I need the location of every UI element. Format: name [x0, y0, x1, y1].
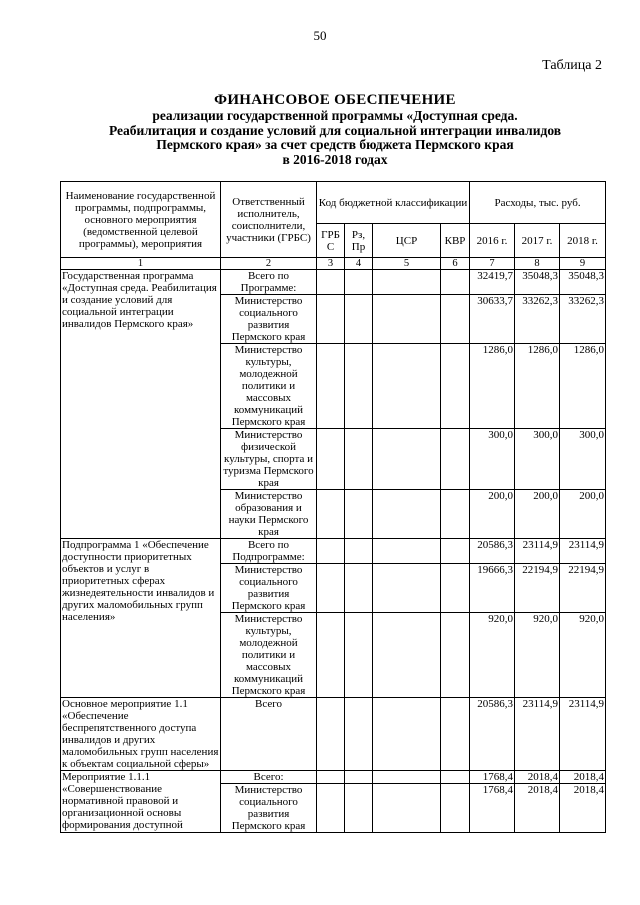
value-2018: 33262,3 — [560, 295, 606, 344]
executor-cell: Министерство социального развития Пермского края — [221, 295, 317, 344]
value-2018: 2018,4 — [560, 771, 606, 784]
measure-name-cell: Мероприятие 1.1.1 «Совершенствование нормативной правовой и организационной основы формирования доступной — [61, 771, 221, 833]
value-2018: 22194,9 — [560, 564, 606, 613]
col-number: 1 — [61, 258, 221, 270]
value-2017: 35048,3 — [515, 270, 560, 295]
value-2016: 1286,0 — [470, 344, 515, 429]
value-2017: 920,0 — [515, 613, 560, 698]
col-number: 3 — [317, 258, 345, 270]
value-2018: 2018,4 — [560, 784, 606, 833]
header-rzpr: Рз, Пр — [345, 224, 373, 258]
col-number: 2 — [221, 258, 317, 270]
header-budget-code: Код бюджетной классификации — [317, 182, 470, 224]
value-2017: 22194,9 — [515, 564, 560, 613]
financing-table — [60, 181, 606, 833]
executor-cell: Всего: — [221, 771, 317, 784]
col-number: 6 — [441, 258, 470, 270]
title-line-4: Пермского края» за счет средств бюджета Пермского края — [156, 137, 514, 152]
value-2018: 1286,0 — [560, 344, 606, 429]
title-line-2: реализации государственной программы «Доступная среда. — [152, 108, 518, 123]
value-2018: 23114,9 — [560, 539, 606, 564]
executor-cell: Министерство образования и науки Пермского края — [221, 490, 317, 539]
value-2017: 200,0 — [515, 490, 560, 539]
value-2016: 19666,3 — [470, 564, 515, 613]
col-number: 9 — [560, 258, 606, 270]
header-2017: 2017 г. — [515, 224, 560, 258]
value-2016: 200,0 — [470, 490, 515, 539]
header-csr: ЦСР — [373, 224, 441, 258]
executor-cell: Министерство культуры, молодежной политики и массовых коммуникаций Пермского края — [221, 344, 317, 429]
col-number: 5 — [373, 258, 441, 270]
value-2016: 1768,4 — [470, 784, 515, 833]
header-grbs: ГРБ С — [317, 224, 345, 258]
table-row — [61, 270, 606, 295]
value-2017: 1286,0 — [515, 344, 560, 429]
executor-cell: Всего по Подпрограмме: — [221, 539, 317, 564]
table-title — [60, 92, 610, 167]
executor-cell: Министерство социального развития Пермского края — [221, 564, 317, 613]
header-2016: 2016 г. — [470, 224, 515, 258]
executor-cell: Министерство социального развития Пермского края — [221, 784, 317, 833]
value-2017: 2018,4 — [515, 771, 560, 784]
table-row — [61, 539, 606, 564]
value-2017: 33262,3 — [515, 295, 560, 344]
value-2018: 920,0 — [560, 613, 606, 698]
col-number: 7 — [470, 258, 515, 270]
title-line-5: в 2016-2018 годах — [282, 151, 388, 167]
subprogram-name-cell: Подпрограмма 1 «Обеспечение доступности приоритетных объектов и услуг в приоритетных сферах жизнедеятельности инвалидов и других маломобильных групп населения» — [61, 539, 221, 698]
col-number: 8 — [515, 258, 560, 270]
program-name-cell: Государственная программа «Доступная среда. Реабилитация и создание условий для социальной интеграции инвалидов Пермского края» — [61, 270, 221, 539]
value-2016: 920,0 — [470, 613, 515, 698]
value-2016: 32419,7 — [470, 270, 515, 295]
value-2016: 20586,3 — [470, 698, 515, 771]
header-2018: 2018 г. — [560, 224, 606, 258]
value-2016: 300,0 — [470, 429, 515, 490]
value-2017: 2018,4 — [515, 784, 560, 833]
header-kvr: КВР — [441, 224, 470, 258]
value-2017: 300,0 — [515, 429, 560, 490]
value-2018: 200,0 — [560, 490, 606, 539]
header-expenses: Расходы, тыс. руб. — [470, 182, 606, 224]
title-line-1: ФИНАНСОВОЕ ОБЕСПЕЧЕНИЕ — [214, 92, 456, 108]
value-2018: 35048,3 — [560, 270, 606, 295]
page-number: 50 — [313, 28, 327, 43]
activity-name-cell: Основное мероприятие 1.1 «Обеспечение беспрепятственного доступа инвалидов и других маломобильных групп населения к объектам социальной сферы» — [61, 698, 221, 771]
value-2016: 20586,3 — [470, 539, 515, 564]
value-2017: 23114,9 — [515, 539, 560, 564]
value-2018: 300,0 — [560, 429, 606, 490]
value-2016: 30633,7 — [470, 295, 515, 344]
col-number: 4 — [345, 258, 373, 270]
value-2016: 1768,4 — [470, 771, 515, 784]
header-name: Наименование государственной программы, подпрограммы, основного мероприятия (ведомственной целевой программы), мероприятия — [61, 182, 221, 258]
table-row — [61, 771, 606, 784]
executor-cell: Всего — [221, 698, 317, 771]
title-line-3: Реабилитация и создание условий для социальной интеграции инвалидов — [108, 122, 562, 138]
table-row — [61, 698, 606, 771]
value-2017: 23114,9 — [515, 698, 560, 771]
value-2018: 23114,9 — [560, 698, 606, 771]
executor-cell: Всего по Программе: — [221, 270, 317, 295]
table-label: Таблица 2 — [542, 58, 602, 73]
executor-cell: Министерство физической культуры, спорта и туризма Пермского края — [221, 429, 317, 490]
executor-cell: Министерство культуры, молодежной политики и массовых коммуникаций Пермского края — [221, 613, 317, 698]
column-number-row — [61, 258, 606, 270]
header-executor: Ответственный исполнитель, соисполнители, участники (ГРБС) — [221, 182, 317, 258]
